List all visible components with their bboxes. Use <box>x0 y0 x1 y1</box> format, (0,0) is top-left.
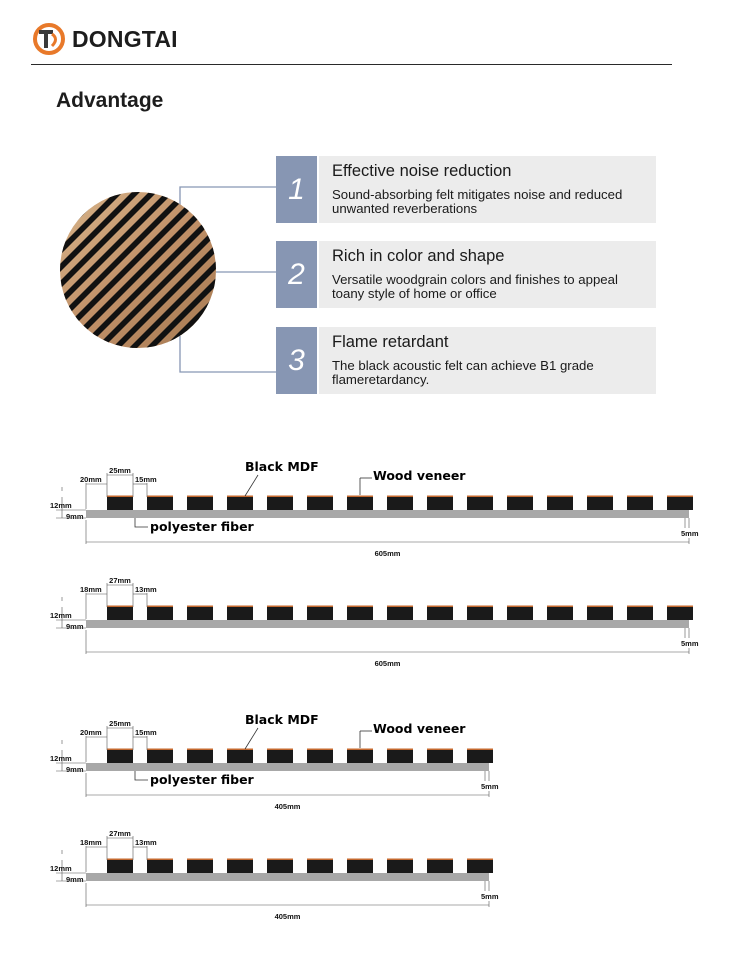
veneer-strip <box>667 496 693 498</box>
veneer-strip <box>107 749 133 751</box>
veneer-strip <box>187 606 213 608</box>
veneer-strip <box>547 496 573 498</box>
felt-base <box>86 620 689 628</box>
callout-leader <box>135 771 148 780</box>
mdf-slat <box>227 607 253 620</box>
veneer-strip <box>187 496 213 498</box>
mdf-slat <box>387 750 413 763</box>
veneer-strip <box>427 606 453 608</box>
veneer-strip <box>307 496 333 498</box>
mdf-slat <box>107 607 133 620</box>
veneer-strip <box>267 749 293 751</box>
mdf-slat <box>347 860 373 873</box>
dim-base-label: 9mm <box>66 512 84 521</box>
mdf-slat <box>587 607 613 620</box>
mdf-slat <box>627 607 653 620</box>
mdf-slat <box>267 860 293 873</box>
advantage-number: 3 <box>276 327 317 394</box>
dim-height-label: 12mm <box>50 501 72 510</box>
mdf-slat <box>387 607 413 620</box>
black-mdf-label: Black MDF <box>245 712 319 727</box>
mdf-slat <box>387 497 413 510</box>
veneer-strip <box>187 749 213 751</box>
advantage-number: 1 <box>276 156 317 223</box>
mdf-slat <box>147 497 173 510</box>
veneer-strip <box>387 859 413 861</box>
mdf-slat <box>187 497 213 510</box>
mdf-slat <box>147 860 173 873</box>
mdf-slat <box>267 607 293 620</box>
mdf-slat <box>467 497 493 510</box>
veneer-strip <box>147 859 173 861</box>
advantage-description: The black acoustic felt can achieve B1 grade flameretardancy. <box>332 358 594 387</box>
mdf-slat <box>307 750 333 763</box>
dim-gap-label: 18mm <box>80 838 102 847</box>
advantage-item-noise <box>276 156 656 223</box>
polyester-fiber-label: polyester fiber <box>150 519 254 534</box>
dim-spacing-label: 15mm <box>135 475 157 484</box>
cross-section-605-b <box>0 565 750 705</box>
mdf-slat <box>587 497 613 510</box>
veneer-strip <box>347 859 373 861</box>
veneer-strip <box>347 496 373 498</box>
advantage-body <box>319 327 656 394</box>
dongtai-logo-icon <box>32 22 66 56</box>
mdf-slat <box>267 750 293 763</box>
veneer-strip <box>267 496 293 498</box>
veneer-strip <box>507 496 533 498</box>
dim-gap-label: 20mm <box>80 475 102 484</box>
mdf-slat <box>467 750 493 763</box>
dim-edge-label: 5mm <box>481 892 499 901</box>
mdf-slat <box>627 497 653 510</box>
dim-total-label: 405mm <box>274 802 301 811</box>
dim-edge-label: 5mm <box>481 782 499 791</box>
dim-slat-label: 25mm <box>109 466 131 475</box>
mdf-slat <box>147 750 173 763</box>
callout-leader <box>135 518 148 527</box>
veneer-strip <box>267 606 293 608</box>
mdf-slat <box>267 497 293 510</box>
veneer-strip <box>227 749 253 751</box>
advantage-title: Rich in color and shape <box>332 247 505 265</box>
veneer-strip <box>427 859 453 861</box>
veneer-strip <box>507 606 533 608</box>
veneer-strip <box>587 496 613 498</box>
veneer-strip <box>307 606 333 608</box>
felt-base <box>86 763 489 771</box>
mdf-slat <box>227 497 253 510</box>
mdf-slat <box>107 750 133 763</box>
mdf-slat <box>307 860 333 873</box>
mdf-slat <box>107 497 133 510</box>
dim-total-label: 605mm <box>374 549 401 558</box>
mdf-slat <box>347 607 373 620</box>
mdf-slat <box>187 750 213 763</box>
mdf-slat <box>187 607 213 620</box>
dim-base-label: 9mm <box>66 765 84 774</box>
veneer-strip <box>387 496 413 498</box>
dim-slat-label: 27mm <box>109 829 131 838</box>
veneer-strip <box>107 606 133 608</box>
wood-veneer-label: Wood veneer <box>373 468 466 483</box>
veneer-strip <box>667 606 693 608</box>
mdf-slat <box>307 497 333 510</box>
mdf-slat <box>547 607 573 620</box>
veneer-strip <box>307 859 333 861</box>
cross-section-405-b <box>0 818 750 958</box>
mdf-slat <box>427 750 453 763</box>
dim-edge-label: 5mm <box>681 529 699 538</box>
mdf-slat <box>347 750 373 763</box>
advantage-title: Flame retardant <box>332 333 449 351</box>
veneer-strip <box>227 496 253 498</box>
veneer-strip <box>587 606 613 608</box>
callout-leader <box>245 728 258 749</box>
mdf-slat <box>427 607 453 620</box>
veneer-strip <box>267 859 293 861</box>
advantage-item-flame <box>276 327 656 394</box>
veneer-strip <box>187 859 213 861</box>
advantage-description: Versatile woodgrain colors and finishes to appeal toany style of home or office <box>332 272 618 301</box>
header <box>0 0 750 66</box>
advantage-description: Sound-absorbing felt mitigates noise and reduced unwanted reverberations <box>332 187 623 216</box>
mdf-slat <box>467 860 493 873</box>
mdf-slat <box>347 497 373 510</box>
advantage-title: Effective noise reduction <box>332 162 512 180</box>
mdf-slat <box>547 497 573 510</box>
veneer-strip <box>467 749 493 751</box>
veneer-strip <box>347 749 373 751</box>
dim-gap-label: 20mm <box>80 728 102 737</box>
mdf-slat <box>147 607 173 620</box>
mdf-slat <box>107 860 133 873</box>
veneer-strip <box>427 749 453 751</box>
veneer-strip <box>427 496 453 498</box>
mdf-slat <box>187 860 213 873</box>
mdf-slat <box>227 750 253 763</box>
advantage-number: 2 <box>276 241 317 308</box>
dim-slat-label: 27mm <box>109 576 131 585</box>
felt-base <box>86 873 489 881</box>
dim-height-label: 12mm <box>50 754 72 763</box>
callout-leader <box>245 475 258 496</box>
dim-total-label: 605mm <box>374 659 401 668</box>
dim-base-label: 9mm <box>66 875 84 884</box>
dim-spacing-label: 15mm <box>135 728 157 737</box>
dim-height-label: 12mm <box>50 864 72 873</box>
veneer-strip <box>107 859 133 861</box>
mdf-slat <box>507 497 533 510</box>
veneer-strip <box>467 606 493 608</box>
veneer-strip <box>467 496 493 498</box>
dim-slat-label: 25mm <box>109 719 131 728</box>
veneer-strip <box>147 496 173 498</box>
dim-spacing-label: 13mm <box>135 838 157 847</box>
mdf-slat <box>507 607 533 620</box>
dim-edge-label: 5mm <box>681 639 699 648</box>
black-mdf-label: Black MDF <box>245 459 319 474</box>
veneer-strip <box>547 606 573 608</box>
dim-height-label: 12mm <box>50 611 72 620</box>
veneer-strip <box>627 496 653 498</box>
brand-name: DONGTAI <box>72 26 178 52</box>
mdf-slat <box>467 607 493 620</box>
veneer-strip <box>467 859 493 861</box>
dim-spacing-label: 13mm <box>135 585 157 594</box>
wood-veneer-label: Wood veneer <box>373 721 466 736</box>
dim-base-label: 9mm <box>66 622 84 631</box>
polyester-fiber-label: polyester fiber <box>150 772 254 787</box>
veneer-strip <box>627 606 653 608</box>
mdf-slat <box>667 607 693 620</box>
dim-gap-label: 18mm <box>80 585 102 594</box>
dim-total-label: 405mm <box>274 912 301 921</box>
wood-slat-sample-image <box>60 192 216 348</box>
advantage-body <box>319 241 656 308</box>
veneer-strip <box>307 749 333 751</box>
section-title: Advantage <box>56 89 164 112</box>
veneer-strip <box>347 606 373 608</box>
veneer-strip <box>387 749 413 751</box>
mdf-slat <box>427 860 453 873</box>
mdf-slat <box>227 860 253 873</box>
veneer-strip <box>387 606 413 608</box>
mdf-slat <box>427 497 453 510</box>
veneer-strip <box>147 606 173 608</box>
veneer-strip <box>227 859 253 861</box>
mdf-slat <box>387 860 413 873</box>
advantage-body <box>319 156 656 223</box>
advantage-item-color <box>276 241 656 308</box>
header-divider <box>31 64 672 65</box>
veneer-strip <box>107 496 133 498</box>
mdf-slat <box>667 497 693 510</box>
felt-base <box>86 510 689 518</box>
veneer-strip <box>227 606 253 608</box>
mdf-slat <box>307 607 333 620</box>
veneer-strip <box>147 749 173 751</box>
